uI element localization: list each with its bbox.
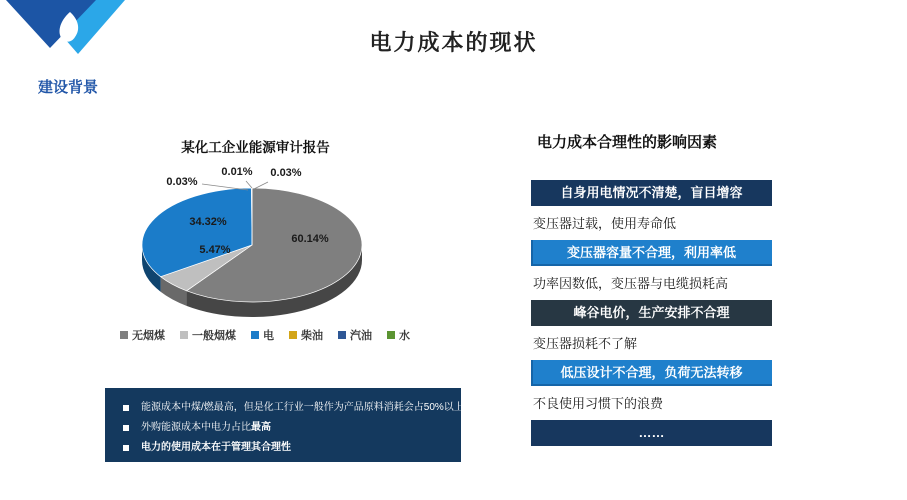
legend-label: 水	[399, 330, 410, 342]
factors-title: 电力成本合理性的影响因素	[537, 134, 718, 151]
legend-item	[251, 327, 274, 343]
note-item	[121, 438, 447, 458]
legend-label: 无烟煤	[132, 330, 165, 342]
note-item	[121, 398, 464, 418]
factor-bar: 低压设计不合理，负荷无法转移	[531, 360, 772, 386]
pie-data-label: 34.32%	[189, 216, 227, 228]
factors-list	[531, 180, 772, 455]
legend-swatch-icon	[387, 331, 395, 339]
pie-chart-svg	[127, 158, 382, 330]
summary-notes-box	[105, 388, 464, 462]
bullet-icon	[123, 445, 129, 451]
legend-label: 汽油	[350, 330, 372, 342]
factor-bar: ……	[531, 420, 772, 446]
legend-item	[289, 327, 323, 343]
pie-data-label: 0.03%	[166, 176, 198, 188]
bullet-icon	[123, 425, 129, 431]
legend-label: 电	[263, 330, 274, 342]
legend-swatch-icon	[251, 331, 259, 339]
legend-label: 一般烟煤	[192, 330, 236, 342]
section-badge: 建设背景	[38, 79, 99, 96]
callout-line	[246, 181, 252, 188]
note-text: 能源成本中煤/燃最高，但是化工行业一般作为产品原料消耗会占50%以上	[141, 402, 464, 413]
chart-legend	[105, 327, 425, 343]
legend-label: 柴油	[301, 330, 323, 342]
factor-bar: 自身用电情况不清楚，盲目增容	[531, 180, 772, 206]
pie-data-label: 0.03%	[270, 167, 302, 179]
legend-item	[120, 327, 165, 343]
note-text: 外购能源成本中电力占比	[141, 422, 251, 433]
bullet-icon	[123, 405, 129, 411]
factor-text: 不良使用习惯下的浪费	[533, 396, 664, 411]
factor-text: 变压器过载，使用寿命低	[533, 216, 677, 231]
legend-swatch-icon	[338, 331, 346, 339]
factor-text: 功率因数低，变压器与电缆损耗高	[533, 276, 729, 291]
legend-swatch-icon	[120, 331, 128, 339]
note-text-bold: 最高	[251, 422, 271, 433]
page-title: 电力成本的现状	[369, 30, 538, 55]
legend-item	[338, 327, 372, 343]
pie-data-label: 0.01%	[221, 166, 253, 178]
factor-text: 变压器损耗不了解	[533, 336, 638, 351]
legend-item	[387, 327, 410, 343]
legend-item	[180, 327, 236, 343]
pie-chart	[127, 158, 382, 330]
pie-data-label: 60.14%	[291, 233, 329, 245]
factor-bar: 峰谷电价，生产安排不合理	[531, 300, 772, 326]
note-item	[121, 418, 447, 438]
legend-swatch-icon	[180, 331, 188, 339]
note-text-bold: 电力的使用成本在于管理其合理性	[141, 442, 291, 453]
factor-bar: 变压器容量不合理，利用率低	[531, 240, 772, 266]
callout-line	[202, 184, 248, 190]
pie-data-label: 5.47%	[199, 244, 231, 256]
chart-title: 某化工企业能源审计报告	[181, 140, 330, 155]
legend-swatch-icon	[289, 331, 297, 339]
